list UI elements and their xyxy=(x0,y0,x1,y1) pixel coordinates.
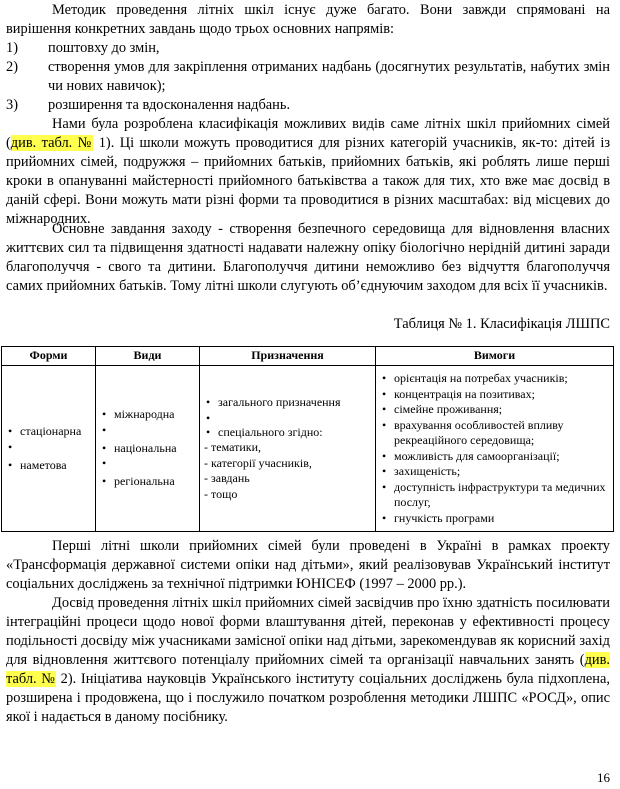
requirement-item: • можливість для самоорганізації; xyxy=(380,449,609,465)
requirements-list xyxy=(380,371,609,526)
header-requirements: Вимоги xyxy=(376,347,614,366)
requirement-item: • орієнтація на потребах учасників; xyxy=(380,371,609,387)
spacer xyxy=(204,411,371,425)
spacer xyxy=(6,440,91,458)
purpose-sub-item: - тематики, xyxy=(204,440,262,454)
classification-text-end: 1). Ці школи можуть проводитися для різних категорій учасників, як-то: дітей із прийомних сімей, подружжя – прийомних батьків, прийомних батьків, які роблять лише перші кроки в опануванні майстерності прийомного батьківства а також для тих, хто вже має досвід в даній сфері. Вони можуть мати різні форми та проводитися в різних масштабах: від місцевих до міжнародних. xyxy=(6,135,611,227)
requirement-item: • концентрація на позитивах; xyxy=(380,387,609,403)
directions-list xyxy=(6,39,610,115)
forms-list xyxy=(6,424,91,473)
purpose-special: • спеціального згідно: xyxy=(204,425,371,441)
intro-paragraph: Методик проведення літніх шкіл існує дуже багато. Вони завжди спрямовані на вирішення конкретних завдань щодо трьох основних напрямів: xyxy=(6,2,610,37)
list-text: поштовху до змін, xyxy=(48,40,160,56)
header-forms: Форми xyxy=(2,347,96,366)
types-cell xyxy=(96,366,200,532)
requirements-cell xyxy=(376,366,614,532)
list-item xyxy=(6,96,610,115)
table-caption: Таблиця № 1. Класифікація ЛШПС xyxy=(393,316,610,332)
experience-paragraph xyxy=(6,594,610,727)
table-reference-link[interactable]: див. табл. № xyxy=(10,135,94,151)
list-number: 3) xyxy=(6,97,18,113)
purpose-general: • загального призначення xyxy=(204,395,371,411)
purpose-sub-item: - тощо xyxy=(204,486,238,501)
list-item xyxy=(6,58,610,96)
form-item: • стаціонарна xyxy=(6,424,91,440)
requirement-item: • доступність інфраструктури та медичних послуг, xyxy=(380,480,609,511)
form-item: • наметова xyxy=(6,458,91,474)
list-text: розширення та вдосконалення надбань. xyxy=(48,97,291,113)
requirement-item: • гнучкість програми xyxy=(380,511,609,527)
forms-cell xyxy=(2,366,96,532)
purpose-sub-item: - категорії учасників, xyxy=(204,455,312,470)
purpose-list xyxy=(204,395,371,440)
main-task-paragraph: Основне завдання заходу - створення безпечного середовища для відновлення власних життєвих сил та підвищення здатності надавати належну опіку біологічно нерідній дитині заради благополуччя - свого та дитини. Благополуччя дитини неможливо без відчуття благополуччя самих прийомних батьків. Тому літні школи слугують об’єднуючим заходом для всіх її учасників. xyxy=(6,221,610,294)
page-number: 16 xyxy=(597,770,610,785)
type-item: • міжнародна xyxy=(100,407,195,423)
list-number: 1) xyxy=(6,40,18,56)
type-item: • національна xyxy=(100,441,195,457)
table-header-row xyxy=(2,347,614,366)
classification-table xyxy=(1,346,614,532)
spacer xyxy=(100,456,195,474)
types-list xyxy=(100,407,195,490)
experience-text-start: Досвід проведення літніх шкіл прийомних сімей засвідчив про їхню здатність посилювати інтеграційні процеси щодо нової форми влаштування дітей, переконав у ефективності процесу подільності досвіду між учасниками замісної опіки над дітьми, зарекомендував як корисний захід для відновлення життєвого потенціалу прийомних сімей та організації навчальних занять ( xyxy=(6,595,610,668)
list-number: 2) xyxy=(6,59,18,75)
requirement-item: • сімейне проживання; xyxy=(380,402,609,418)
list-item xyxy=(6,39,610,58)
classification-text-start: Нами була розроблена класифікація можливих видів саме літніх шкіл прийомних сімей ( xyxy=(6,116,610,151)
experience-text-end: 2). Ініціатива науковців Українського інституту соціальних досліджень була підхоплена, розширена і продовжена, що і послужило початком розроблення методики ЛШПС «РОСД», опис якої і надається в даному посібнику. xyxy=(6,671,610,725)
purpose-sub-item: - завдань xyxy=(204,471,250,485)
list-text: створення умов для закріплення отриманих надбань (досягнутих результатів, набутих змін чи нових навичок); xyxy=(48,59,610,94)
purpose-cell xyxy=(200,366,376,532)
table-reference-link[interactable]: див. табл. № xyxy=(6,652,610,687)
classification-paragraph xyxy=(6,115,610,229)
requirement-item: • захищеність; xyxy=(380,464,609,480)
header-purpose: Призначення xyxy=(200,347,376,366)
type-item: • регіональна xyxy=(100,474,195,490)
requirement-item: • врахування особливостей впливу рекреаційного середовища; xyxy=(380,418,609,449)
header-types: Види xyxy=(96,347,200,366)
first-schools-paragraph: Перші літні школи прийомних сімей були проведені в Україні в рамках проекту «Трансформація державної системи опіки над дітьми», який реалізовував Український інститут соціальних досліджень за технічної підтримки ЮНІСЕФ (1997 – 2000 рр.). xyxy=(6,538,610,592)
spacer xyxy=(100,423,195,441)
table-row xyxy=(2,366,614,532)
